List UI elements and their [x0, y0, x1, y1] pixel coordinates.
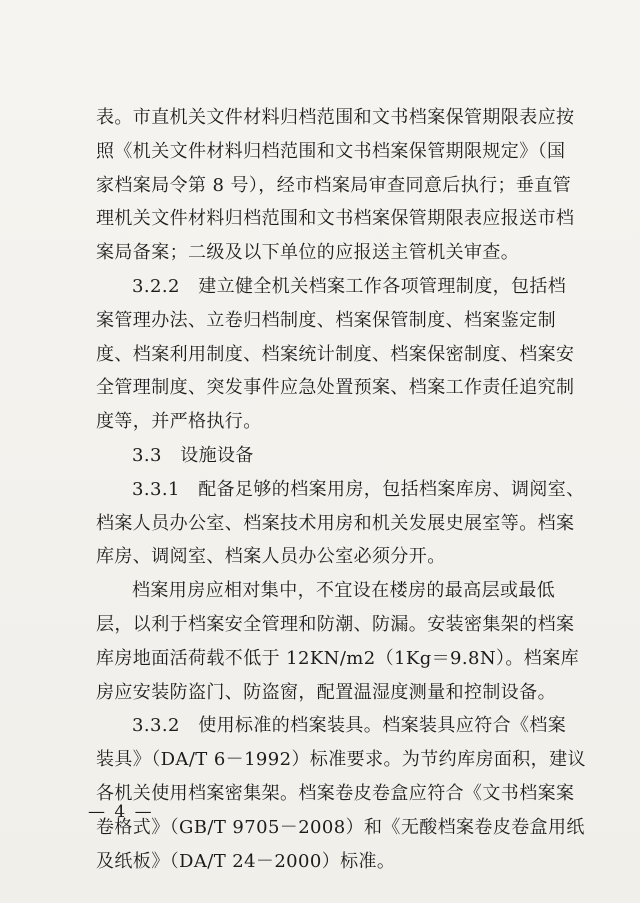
- section-3-3-2-heading-line: 3.3.2 使用标准的档案装具。档案装具应符合《档案: [132, 715, 567, 737]
- paragraph-start-line: 档案用房应相对集中，不宜设在楼房的最高层或最低: [132, 580, 556, 602]
- text-line-23: 及纸板》（DA/T 24－2000）标准。: [96, 850, 396, 872]
- text-line-1: 表。市直机关文件材料归档范围和文书档案保管期限表应按: [96, 107, 575, 128]
- text-line-8: 度、档案利用制度、档案统计制度、档案保密制度、档案安: [96, 343, 575, 365]
- text-line-3: 家档案局令第 8 号），经市档案局审查同意后执行；垂直管: [96, 174, 572, 196]
- text-line-10: 度等，并严格执行。: [96, 411, 262, 433]
- section-3-3-heading: 3.3 设施设备: [132, 444, 254, 466]
- text-line-18: 房应安装防盗门、防盗窗，配置温湿度测量和控制设备。: [96, 681, 556, 703]
- section-3-2-2-heading-line: 3.2.2 建立健全机关档案工作各项管理制度，包括档: [132, 275, 567, 297]
- text-line-13: 档案人员办公室、档案技术用房和机关发展史展室等。档案: [96, 512, 575, 534]
- text-line-22: 卷格式》（GB/T 9705－2008）和《无酸档案卷皮卷盒用纸: [96, 816, 585, 838]
- page-number: — 4 —: [88, 802, 154, 822]
- text-line-2: 照《机关文件材料归档范围和文书档案保管期限规定》（国: [96, 140, 566, 162]
- text-line-7: 案管理办法、立卷归档制度、档案保管制度、档案鉴定制: [96, 309, 556, 331]
- document-body: [96, 101, 586, 878]
- text-line-5: 案局备案；二级及以下单位的应报送主管机关审查。: [96, 242, 520, 264]
- text-line-9: 全管理制度、突发事件应急处置预案、档案工作责任追究制: [96, 377, 575, 399]
- text-line-21: 各机关使用档案密集架。档案卷皮卷盒应符合《文书档案案: [96, 782, 575, 804]
- text-line-4: 理机关文件材料归档范围和文书档案保管期限表应报送市档: [96, 208, 575, 230]
- text-line-14: 库房、调阅室、档案人员办公室必须分开。: [96, 546, 446, 568]
- text-line-20: 装具》（DA/T 6－1992）标准要求。为节约库房面积，建议: [96, 749, 586, 771]
- text-line-17: 库房地面活荷载不低于 12KN/m2（1Kg＝9.8N）。档案库: [96, 647, 580, 669]
- text-line-16: 层，以利于档案安全管理和防潮、防漏。安装密集架的档案: [96, 613, 575, 635]
- section-3-3-1-heading-line: 3.3.1 配备足够的档案用房，包括档案库房、调阅室、: [132, 478, 585, 500]
